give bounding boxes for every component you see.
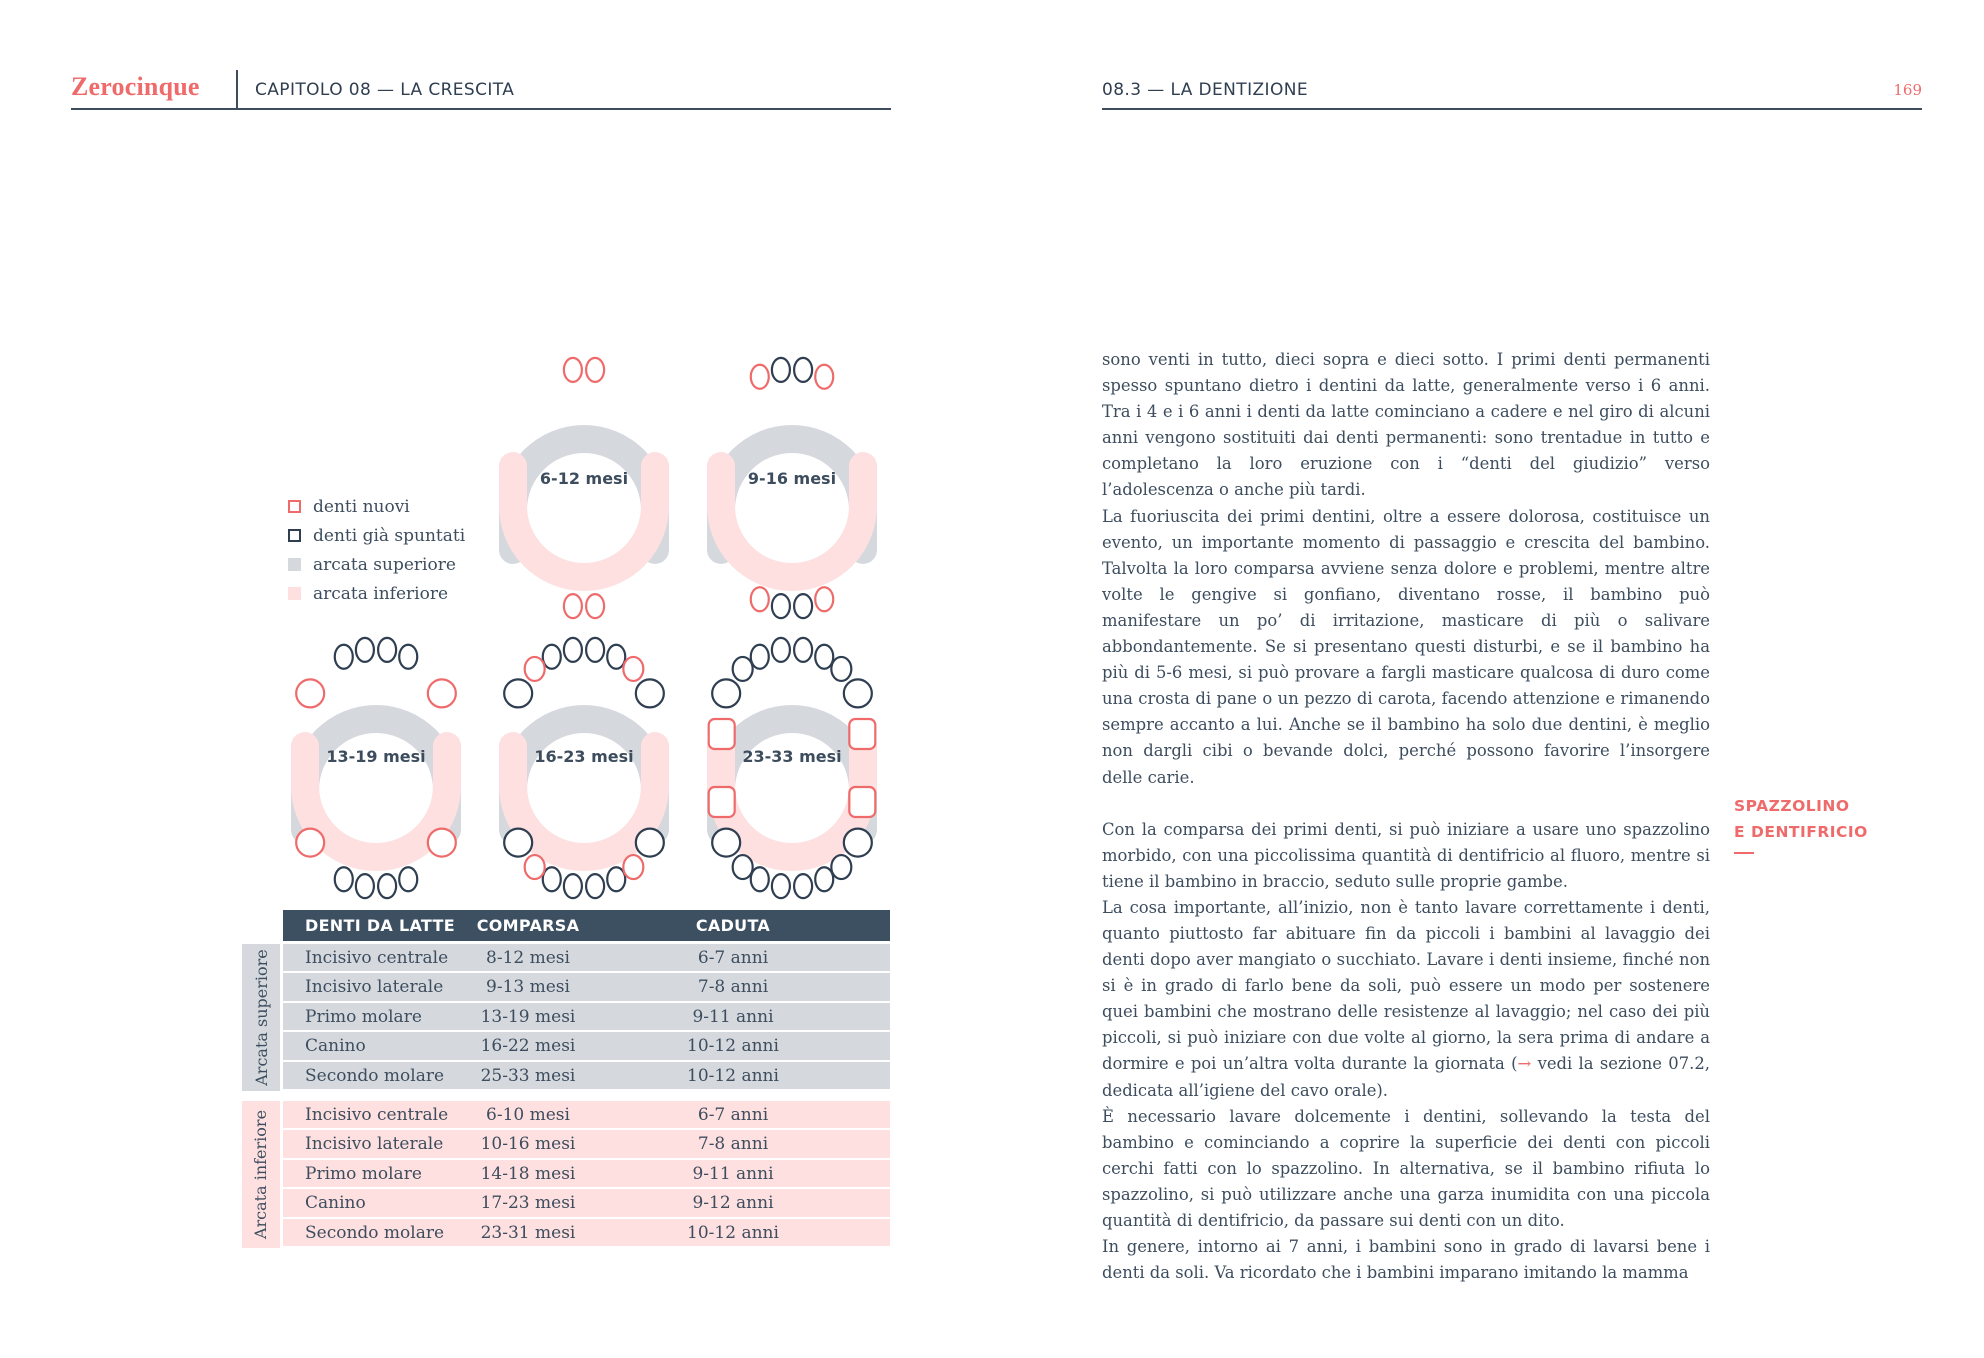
paragraph-3: Con la comparsa dei primi denti, si può iniziare a usare uno spazzolino morbido, con una piccolissima quantità di dentifricio al fluoro, mentre si tiene il bambino in braccio, seduto sulle proprie gambe.	[1102, 819, 1710, 891]
cell-loss: 6-7 anni	[697, 1105, 769, 1125]
upper-tooth-icon	[504, 679, 532, 707]
lower-tooth-icon	[831, 855, 851, 879]
cell-appearance: 10-16 mesi	[480, 1134, 576, 1155]
table-row	[283, 1160, 890, 1189]
upper-tooth-icon	[794, 358, 812, 382]
upper-tooth-icon	[849, 719, 875, 749]
body-text	[1102, 347, 1710, 1286]
upper-tooth-icon	[794, 638, 812, 662]
lower-tooth-icon	[296, 829, 324, 857]
lower-tooth-icon	[586, 594, 604, 618]
header-rule-left	[71, 108, 891, 110]
lower-tooth-icon	[543, 867, 561, 891]
lower-tooth-icon	[815, 587, 833, 611]
cell-tooth: Primo molare	[305, 1006, 422, 1027]
header-denti-da-latte: DENTI DA LATTE	[305, 916, 455, 935]
sidebar-heading	[1734, 793, 1868, 845]
upper-tooth-icon	[543, 645, 561, 669]
cell-loss: 9-11 anni	[692, 1163, 774, 1184]
cell-appearance: 14-18 mesi	[480, 1163, 576, 1184]
cell-tooth: Incisivo centrale	[305, 1105, 449, 1125]
group-label-upper	[242, 944, 280, 1091]
paragraph-1: sono venti in tutto, dieci sopra e dieci sotto. I primi denti permanenti spesso spuntano dietro i dentini da latte, generalmente verso i 6 anni. Tra i 4 e i 6 anni i denti da latte cominciano a cadere e nel giro di alcuni anni vengono sostituiti dai denti permanenti: sono trentadue in tutto e completano la loro eruzione con i “denti del giudizio” verso l’adolescenza o anche più tardi.	[1102, 350, 1710, 500]
upper-tooth-icon	[564, 638, 582, 662]
header-caduta: CADUTA	[695, 916, 771, 935]
lower-tooth-icon	[335, 867, 353, 891]
lower-tooth-icon	[378, 874, 396, 898]
upper-tooth-icon	[607, 645, 625, 669]
legend-label: denti già spuntati	[313, 525, 466, 546]
upper-tooth-icon	[815, 645, 833, 669]
table-row	[283, 1219, 890, 1248]
lower-tooth-icon	[751, 867, 769, 891]
lower-tooth-icon	[564, 874, 582, 898]
diagram-label-13-19: 13-19 mesi	[326, 747, 426, 766]
lower-tooth-icon	[607, 867, 625, 891]
group-label-text: Arcata inferiore	[251, 1109, 271, 1240]
cell-loss: 10-12 anni	[687, 1222, 779, 1243]
legend-label: arcata inferiore	[313, 583, 449, 604]
cell-loss: 9-12 anni	[692, 1193, 774, 1214]
cell-tooth: Canino	[305, 1193, 366, 1214]
table-row	[283, 973, 890, 1002]
cell-tooth: Incisivo laterale	[305, 977, 444, 998]
lower-tooth-icon	[794, 874, 812, 898]
sidebar-dash	[1734, 852, 1754, 854]
lower-tooth-icon	[623, 855, 643, 879]
lower-tooth-icon	[586, 874, 604, 898]
section-title: 08.3 — LA DENTIZIONE	[1102, 80, 1308, 100]
table-row	[283, 944, 890, 973]
table-row	[283, 1189, 890, 1218]
lower-tooth-icon	[849, 787, 875, 817]
upper-tooth-icon	[356, 638, 374, 662]
lower-tooth-icon	[564, 594, 582, 618]
lower-tooth-icon	[356, 874, 374, 898]
legend-label: arcata superiore	[313, 554, 456, 575]
rows-lower	[283, 1101, 890, 1248]
upper-tooth-icon	[623, 657, 643, 681]
upper-tooth-icon	[831, 657, 851, 681]
table-row	[283, 1130, 890, 1159]
upper-tooth-icon	[586, 638, 604, 662]
cell-appearance: 16-22 mesi	[480, 1036, 576, 1057]
lower-tooth-icon	[844, 829, 872, 857]
lower-tooth-icon	[504, 829, 532, 857]
lower-tooth-icon	[709, 787, 735, 817]
lower-tooth-icon	[794, 594, 812, 618]
upper-tooth-icon	[751, 365, 769, 389]
diagram-label-16-23: 16-23 mesi	[534, 747, 634, 766]
lower-tooth-icon	[751, 587, 769, 611]
sidebar-heading-line-2: E DENTIFRICIO	[1734, 823, 1868, 841]
group-label-lower	[242, 1101, 280, 1248]
table-row	[283, 1101, 890, 1130]
table-row	[283, 1032, 890, 1061]
cell-appearance: 6-10 mesi	[486, 1105, 570, 1125]
diagram-label-9-16: 9-16 mesi	[747, 469, 837, 488]
cell-tooth: Secondo molare	[305, 1222, 445, 1243]
arrow-icon: →	[1517, 1054, 1532, 1074]
cell-loss: 7-8 anni	[697, 977, 769, 998]
cell-tooth: Primo molare	[305, 1163, 422, 1184]
cell-appearance: 17-23 mesi	[480, 1193, 576, 1214]
paragraph-2: La fuoriuscita dei primi dentini, oltre a essere dolorosa, costituisce un evento, un importante momento di passaggio e crescita del bambino. Talvolta la loro comparsa avviene senza dolore e problemi, mentre altre volte le gengive si gonfiano, diventano rosse, il bambino può manifestare un po’ di irritazione, masticare di più o salivare abbondantemente. Se si presentano questi disturbi, e se il bambino ha più di 5-6 mesi, si può provare a fargli masticare qualcosa di duro come una crosta di pane o un pezzo di carota, facendo attenzione e rimanendo sempre accanto a lui. Anche se il bambino ha solo due dentini, è meglio non dargli cibi o bevande dolci, perché possono favorire l’insorgere delle carie.	[1102, 506, 1710, 787]
upper-tooth-icon	[772, 638, 790, 662]
header-rule-right	[1102, 108, 1922, 110]
upper-tooth-icon	[712, 679, 740, 707]
lower-tooth-icon	[772, 594, 790, 618]
dentition-stage	[707, 358, 877, 618]
lower-tooth-icon	[428, 829, 456, 857]
upper-tooth-icon	[815, 365, 833, 389]
upper-tooth-icon	[428, 679, 456, 707]
cell-tooth: Incisivo centrale	[305, 948, 449, 968]
dentition-stage	[499, 638, 669, 898]
header-divider	[236, 70, 238, 110]
upper-tooth-icon	[296, 679, 324, 707]
upper-tooth-icon	[564, 358, 582, 382]
cell-appearance: 25-33 mesi	[480, 1065, 576, 1086]
cell-loss: 6-7 anni	[697, 948, 769, 968]
paragraph-4-text-b: vedi la sezione 07.2, dedicata all’igiene del cavo orale).	[1102, 1054, 1710, 1100]
cell-appearance: 8-12 mesi	[486, 948, 570, 968]
lower-tooth-icon	[712, 829, 740, 857]
upper-tooth-icon	[751, 645, 769, 669]
group-upper-arch	[242, 944, 890, 1091]
paragraph-4-text-a: La cosa importante, all’inizio, non è tanto lavare correttamente i denti, quanto piuttosto far abituare fin da piccoli i bambini al lavaggio dei denti dopo aver mangiato o succhiato. Lavare i denti insieme, finché non si è in grado di farlo bene da soli, può essere un modo per sostenere quei bambini che mostrano delle resistenze al lavaggio; nel caso dei più piccoli, si può iniziare con due volte al giorno, la sera prima di andare a dormire e poi un’altra volta durante la giornata (	[1102, 897, 1710, 1074]
paragraph-4	[1102, 895, 1710, 1104]
upper-tooth-icon	[335, 645, 353, 669]
table-row	[283, 1062, 890, 1091]
cell-loss: 7-8 anni	[697, 1134, 769, 1155]
dentition-stage	[291, 638, 461, 898]
table-header	[283, 910, 890, 941]
lower-tooth-icon	[815, 867, 833, 891]
upper-tooth-icon	[733, 657, 753, 681]
header-comparsa: COMPARSA	[476, 916, 580, 935]
cell-appearance: 23-31 mesi	[480, 1222, 576, 1243]
upper-tooth-icon	[525, 657, 545, 681]
upper-tooth-icon	[586, 358, 604, 382]
rows-upper	[283, 944, 890, 1091]
dentition-stage	[499, 358, 669, 618]
group-lower-arch	[242, 1101, 890, 1248]
cell-loss: 10-12 anni	[687, 1036, 779, 1057]
cell-appearance: 13-19 mesi	[480, 1006, 576, 1027]
group-label-text: Arcata superiore	[251, 949, 271, 1086]
lower-tooth-icon	[733, 855, 753, 879]
dentition-diagrams	[270, 340, 910, 900]
lower-tooth-icon	[399, 867, 417, 891]
brand-logo: Zerocinque	[71, 72, 200, 101]
cell-loss: 9-11 anni	[692, 1006, 774, 1027]
page-number: 169	[1893, 81, 1922, 99]
upper-tooth-icon	[772, 358, 790, 382]
upper-tooth-icon	[399, 645, 417, 669]
sidebar-heading-line-1: SPAZZOLINO	[1734, 797, 1850, 815]
diagram-label-6-12: 6-12 mesi	[539, 469, 629, 488]
cell-tooth: Secondo molare	[305, 1065, 445, 1086]
lower-tooth-icon	[525, 855, 545, 879]
cell-loss: 10-12 anni	[687, 1065, 779, 1086]
cell-appearance: 9-13 mesi	[486, 977, 570, 998]
legend-label: denti nuovi	[313, 496, 410, 517]
lower-tooth-icon	[636, 829, 664, 857]
paragraph-5: È necessario lavare dolcemente i dentini, sollevando la testa del bambino e cominciando a coprire la superficie dei denti con piccoli cerchi fatti con lo spazzolino. In alternativa, se il bambino rifiuta lo spazzolino, si può utilizzare anche una garza inumidita con una piccola quantità di dentifricio, da passare sui denti con un dito.	[1102, 1106, 1710, 1230]
upper-tooth-icon	[378, 638, 396, 662]
upper-tooth-icon	[844, 679, 872, 707]
upper-tooth-icon	[636, 679, 664, 707]
upper-tooth-icon	[709, 719, 735, 749]
cell-tooth: Incisivo laterale	[305, 1134, 444, 1155]
table-row	[283, 1003, 890, 1032]
chapter-title: CAPITOLO 08 — LA CRESCITA	[255, 80, 515, 100]
diagram-label-23-33: 23-33 mesi	[742, 747, 842, 766]
cell-tooth: Canino	[305, 1036, 366, 1057]
paragraph-6: In genere, intorno ai 7 anni, i bambini sono in grado di lavarsi bene i denti da soli. Va ricordato che i bambini imparano imitando la mamma	[1102, 1237, 1710, 1283]
lower-tooth-icon	[772, 874, 790, 898]
dentition-stage	[707, 638, 877, 898]
